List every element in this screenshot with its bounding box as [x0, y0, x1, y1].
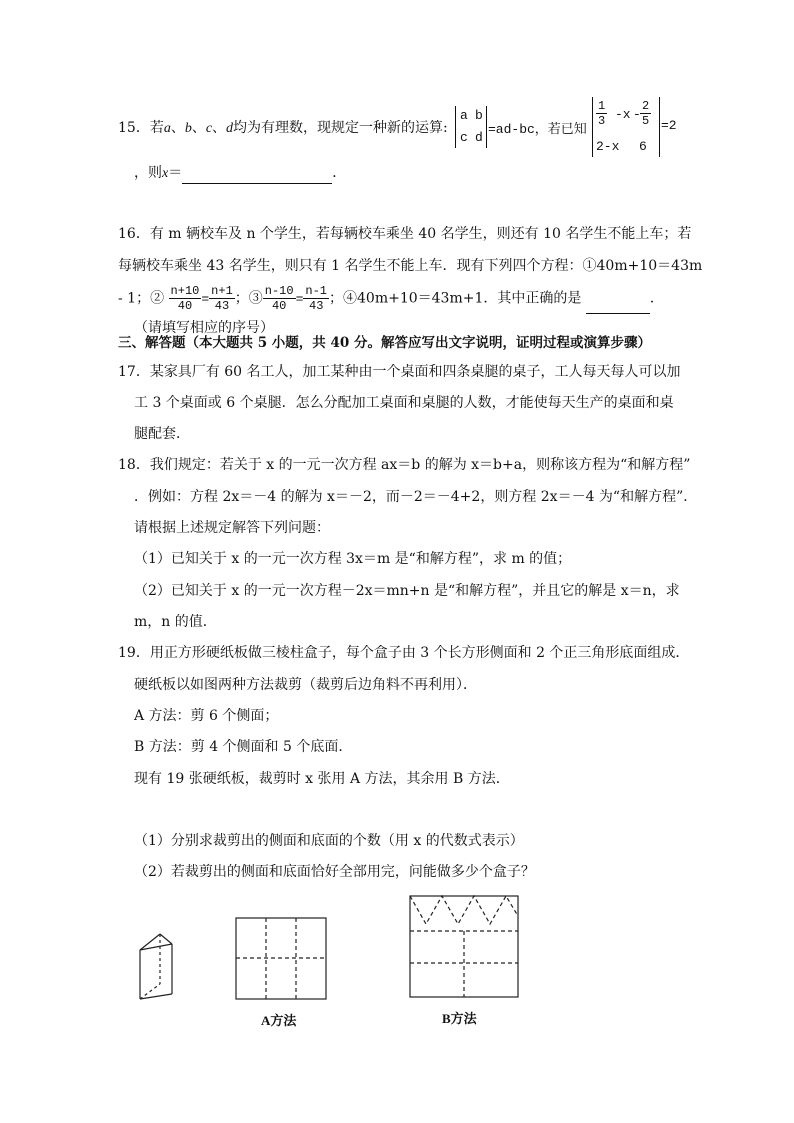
- var-x: x: [162, 166, 169, 181]
- q16-text: - 1；②: [118, 290, 165, 307]
- q18-line1: 18．我们规定：若关于 x 的一元一次方程 ax＝b 的解为 x＝b+a，则称该方程为“和解方程”: [118, 457, 691, 473]
- frac-den: 43: [214, 299, 230, 313]
- q16-line1: 16．有 m 辆校车及 n 个学生，若每辆校车乘坐 40 名学生，则还有 10 名学生不能上车；若: [118, 226, 692, 242]
- frac-num: 2: [642, 99, 650, 113]
- q18-line3: 请根据上述规定解答下列问题：: [134, 520, 330, 536]
- q15-text: ＝: [168, 165, 183, 181]
- frac-den: 43: [309, 299, 324, 313]
- frac-num: n+10: [170, 284, 200, 298]
- caption-method-a: A方法: [261, 1013, 297, 1028]
- q15-text: ．: [332, 165, 347, 181]
- var-d: d: [226, 121, 234, 136]
- det-c: c: [460, 130, 468, 145]
- equals: =: [295, 291, 304, 307]
- q16-text: ．: [649, 290, 664, 307]
- q19-line4: B 方法：剪 4 个侧面和 5 个底面．: [134, 739, 353, 755]
- equals: =: [201, 291, 210, 307]
- q19-line3: A 方法：剪 6 个侧面；: [134, 708, 279, 724]
- frac-den: 5: [642, 114, 650, 128]
- caption-method-b: B方法: [442, 1011, 477, 1026]
- frac-num: 1: [598, 99, 606, 113]
- q17-line2: 工 3 个桌面或 6 个桌腿．怎么分配加工桌面和桌腿的人数，才能使每天生产的桌面和桌: [134, 395, 674, 411]
- var-b: b: [184, 121, 192, 136]
- frac-den: 3: [598, 114, 606, 128]
- method-b-board: [410, 896, 518, 997]
- sep: 、: [212, 120, 227, 136]
- q19-line6: （1）分别求裁剪出的侧面和底面的个数（用 x 的代数式表示）: [134, 833, 524, 849]
- var-c: c: [205, 121, 213, 136]
- q16-text: ；④40m+10＝43m+1．其中正确的是: [329, 290, 582, 307]
- frac-den: 40: [271, 299, 287, 313]
- q16-line2: 每辆校车乘坐 43 名学生，则只有 1 名学生不能上车．现有下列四个方程：①40m+10＝43m: [118, 258, 703, 274]
- q17-line3: 腿配套．: [134, 426, 190, 442]
- q15-text: ，则: [134, 165, 162, 181]
- q16-line4: （请填写相应的序号）: [134, 320, 274, 336]
- q19-line5: 现有 19 张硬纸板，裁剪时 x 张用 A 方法，其余用 B 方法．: [134, 771, 510, 787]
- frac-num: n-10: [264, 284, 294, 298]
- var-a: a: [163, 121, 171, 136]
- q18-line6: m，n 的值．: [134, 614, 217, 630]
- q16-text: ；③: [234, 290, 263, 307]
- q19-line2: 硬纸板以如图两种方法裁剪（裁剪后边角料不再利用）．: [134, 677, 477, 693]
- q15-number: 15．: [118, 120, 150, 136]
- q19-line1: 19．用正方形硬纸板做三棱柱盒子，每个盒子由 3 个长方形侧面和 2 个正三角形底面组成．: [118, 645, 690, 661]
- sep: 、: [170, 120, 185, 136]
- q17-line1: 17．某家具厂有 60 名工人，加工某种由一个桌面和四条桌腿的桌子，工人每天每人可以加: [118, 364, 681, 380]
- det-a: a: [460, 108, 468, 123]
- section-heading: 三、解答题（本大题共 5 小题，共 40 分。解答应写出文字说明，证明过程或演算步骤）: [118, 335, 651, 351]
- sep: 、: [191, 120, 206, 136]
- det-b: b: [475, 108, 483, 123]
- det-six: 6: [639, 139, 647, 154]
- det-minus-x: -x: [615, 107, 631, 122]
- triangular-prism-figure: [140, 934, 172, 999]
- q15-text: 若: [149, 120, 164, 136]
- frac-num: n+1: [211, 284, 233, 298]
- frac-num: n-1: [305, 284, 328, 298]
- det-d: d: [475, 130, 483, 145]
- det-sign: -: [633, 107, 641, 122]
- det-2-minus-x: 2-x: [596, 139, 620, 154]
- method-a-board: [236, 918, 326, 999]
- q15-equation-text: =ad-bc，若已知: [488, 122, 587, 137]
- frac-den: 40: [177, 299, 193, 313]
- q19-line7: （2）若裁剪出的侧面和底面恰好全部用完，问能做多少个盒子？: [134, 864, 535, 880]
- q18-line4: （1）已知关于 x 的一元一次方程 3x＝m 是“和解方程”，求 m 的值；: [134, 551, 572, 567]
- q15-equals-two: =2: [661, 118, 677, 133]
- q18-line5: （2）已知关于 x 的一元一次方程－2x＝mn+n 是“和解方程”，并且它的解是 x＝n，求: [134, 583, 680, 599]
- q15-text: 均为有理数，现规定一种新的运算:: [233, 120, 448, 136]
- q18-line2: ．例如：方程 2x＝－4 的解为 x＝－2，而－2＝－4+2，则方程 2x＝－4 为“和解方程”．: [134, 489, 698, 505]
